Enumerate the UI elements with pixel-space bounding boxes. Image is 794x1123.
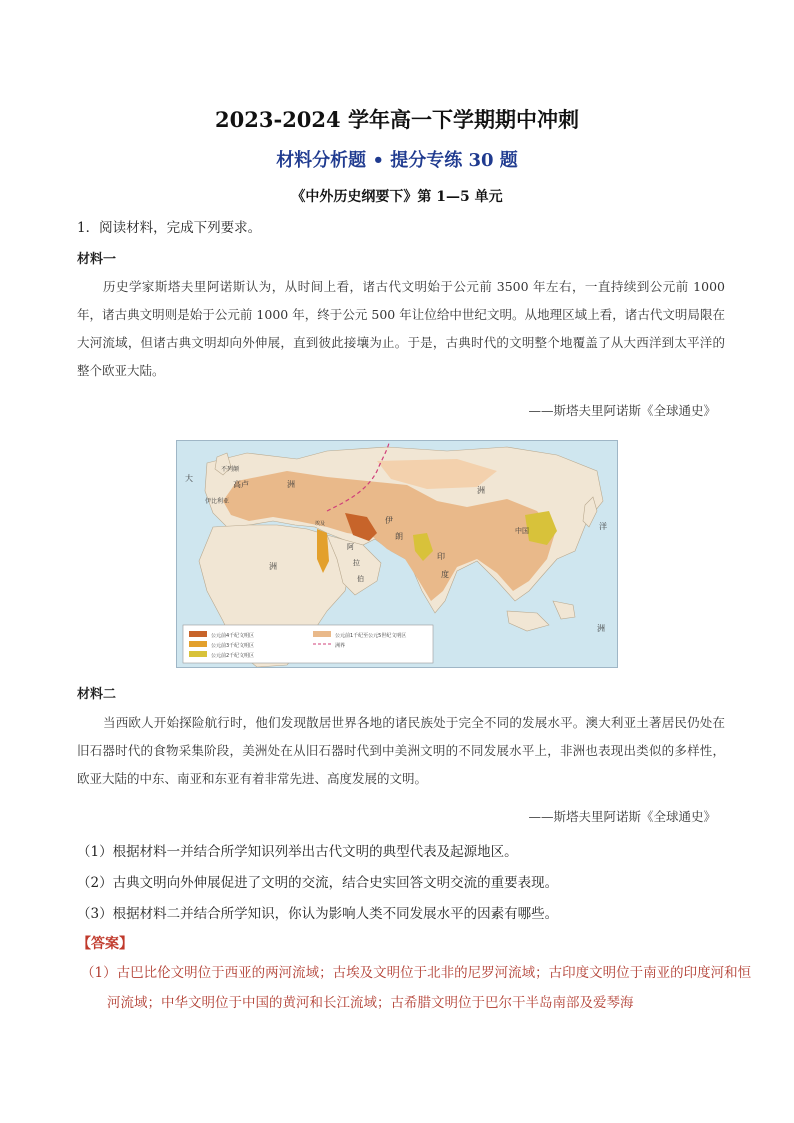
map-graphic bbox=[177, 441, 617, 667]
scope-line: 《中外历史纲要下》第 1—5 单元 bbox=[291, 189, 503, 205]
map-label-china: 中国 bbox=[515, 527, 529, 535]
material2-text: 当西欧人开始探险航行时，他们发现散居世界各地的诸民族处于完全不同的发展水平。澳大利亚土著居民仍处在旧石器时代的食物采集阶段，美洲处在从旧石器时代到中美洲文明的不同发展水平上，非洲也表现出类似的多样性，欧亚大陆的中东、南亚和东亚有着非常先进、高度发展的文明。 bbox=[77, 715, 725, 786]
legend-label-boundary: 洲界 bbox=[335, 643, 346, 649]
map-label-ara-1: 阿 bbox=[347, 543, 354, 551]
map-label-ara-2: 拉 bbox=[353, 559, 360, 567]
map-label-ara-3: 伯 bbox=[357, 575, 364, 583]
sub-question-2: （2）古典文明向外伸展促进了文明的交流，结合史实回答文明交流的重要表现。 bbox=[77, 875, 559, 891]
material2-label: 材料二 bbox=[77, 687, 117, 702]
question-intro: 1．阅读材料，完成下列要求。 bbox=[77, 220, 262, 236]
map-label-oceania: 洲 bbox=[597, 624, 605, 633]
map-label-europe: 洲 bbox=[287, 480, 295, 489]
sub-question-1: （1）根据材料一并结合所学知识列举出古代文明的典型代表及起源地区。 bbox=[77, 844, 518, 860]
map-label-britain: 不列颠 bbox=[221, 466, 240, 473]
map-label-atlantic-1: 大 bbox=[185, 474, 193, 483]
material2-source: ——斯塔夫里阿诺斯《全球通史》 bbox=[528, 809, 716, 824]
map-label-india-1: 印 bbox=[437, 552, 445, 561]
page-title: 2023-2024 学年高一下学期期中冲刺 bbox=[215, 107, 579, 132]
answer-tag: 【答案】 bbox=[77, 936, 133, 952]
map-label-iran-2: 朗 bbox=[395, 532, 403, 541]
legend-swatch-3rd-millennium bbox=[189, 641, 207, 647]
sub-question-3: （3）根据材料二并结合所学知识，你认为影响人类不同发展水平的因素有哪些。 bbox=[77, 906, 559, 922]
map-label-iran-1: 伊 bbox=[385, 516, 393, 525]
material1-source: ——斯塔夫里阿诺斯《全球通史》 bbox=[528, 403, 716, 418]
material1-label: 材料一 bbox=[77, 252, 117, 267]
legend-label-classical: 公元前1千纪至公元5世纪文明区 bbox=[335, 633, 407, 639]
map-label-asia: 洲 bbox=[477, 486, 485, 495]
legend-label-4th: 公元前4千纪文明区 bbox=[211, 633, 255, 639]
map-label-india-2: 度 bbox=[441, 570, 449, 579]
map-label-egypt: 埃及 bbox=[315, 521, 326, 527]
map-label-pacific: 洋 bbox=[599, 522, 607, 531]
map-label-gaul: 高卢 bbox=[233, 480, 249, 489]
page-subtitle: 材料分析题 • 提分专练 30 题 bbox=[276, 150, 518, 171]
legend-label-3rd: 公元前3千纪文明区 bbox=[211, 643, 255, 649]
ancient-civilizations-map bbox=[176, 440, 618, 668]
legend-swatch-2nd-millennium bbox=[189, 651, 207, 657]
material1-text: 历史学家斯塔夫里阿诺斯认为，从时间上看，诸古代文明始于公元前 3500 年左右，一直持续到公元前 1000 年，诸古典文明则是始于公元前 1000 年，终于公元 500 年让位给中世纪文明。从地理区域上看，诸古代文明局限在大河流域，但诸古典文明却向外伸展，直到彼此接壤为止。于是，古典时代的文明整个地覆盖了从大西洋到太平洋的整个欧亚大陆。 bbox=[77, 279, 725, 378]
answer-text: （1）古巴比伦文明位于西亚的两河流域；古埃及文明位于北非的尼罗河流域；古印度文明位于南亚的印度河和恒河流域；中华文明位于中国的黄河和长江流域；古希腊文明位于巴尔干半岛南部及爱琴海 bbox=[81, 965, 752, 1011]
map-label-iberia: 伊比利亚 bbox=[205, 498, 230, 505]
legend-swatch-4th-millennium bbox=[189, 631, 207, 637]
legend-swatch-classical bbox=[313, 631, 331, 637]
map-label-africa: 洲 bbox=[269, 562, 277, 571]
legend-label-2nd: 公元前2千纪文明区 bbox=[211, 653, 255, 659]
